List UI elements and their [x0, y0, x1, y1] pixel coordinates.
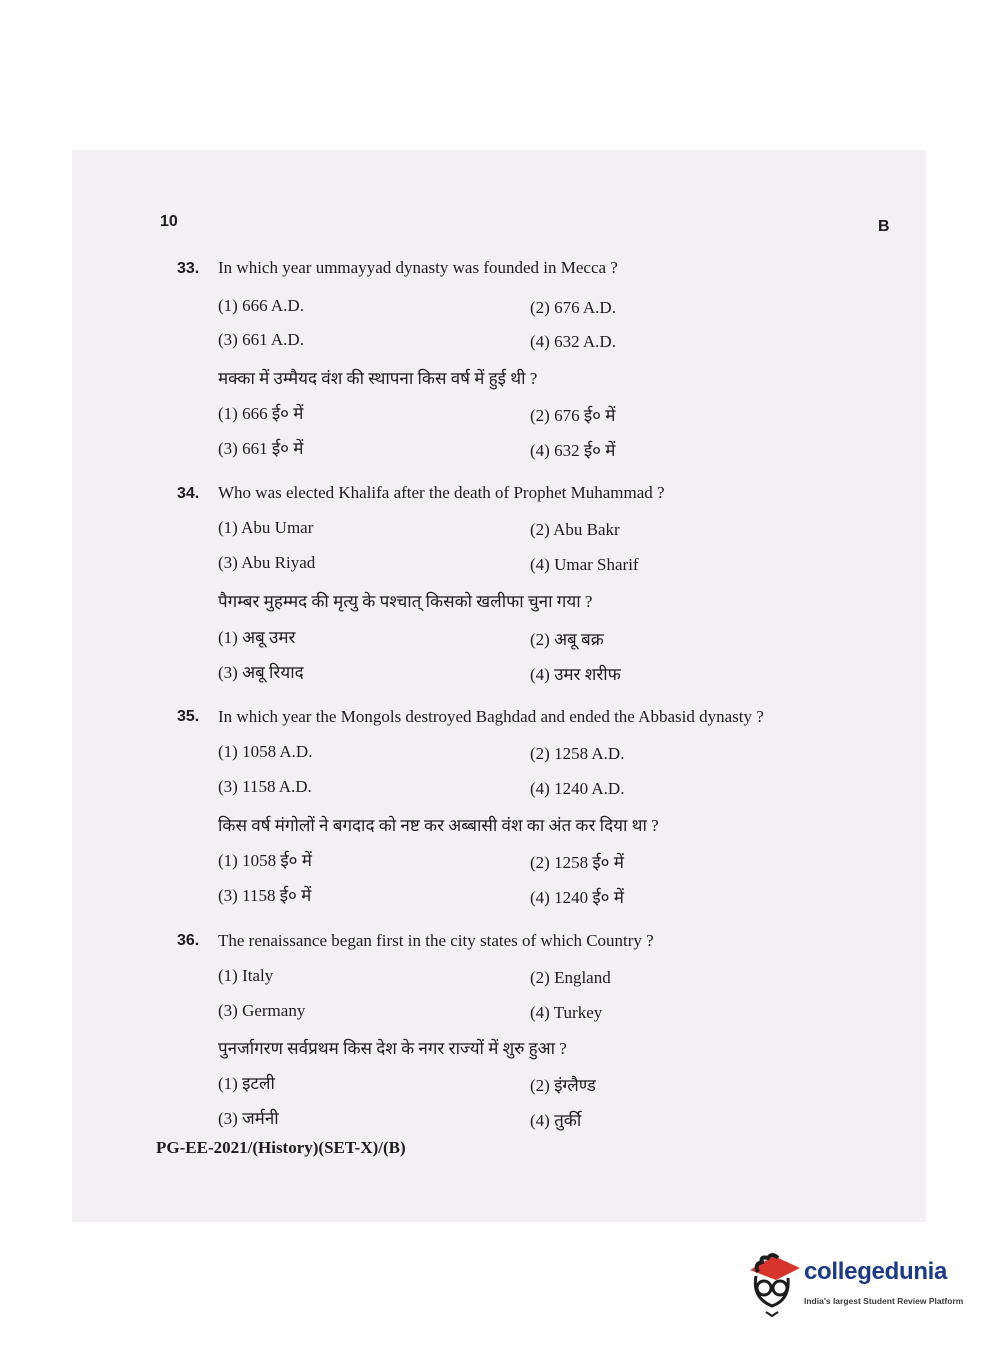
option-1-en: (1) Abu Umar: [218, 518, 314, 537]
option-3-hi: (3) 1158 ई० में: [218, 886, 312, 905]
option-1-en: (1) Italy: [218, 966, 274, 985]
option-2-en: (2) Abu Bakr: [530, 520, 620, 539]
question-number: 34.: [177, 485, 200, 502]
option-3-en: (3) Germany: [218, 1001, 306, 1020]
set-marker: B: [878, 218, 890, 235]
logo-wordmark: collegedunia: [804, 1258, 948, 1285]
option-1-hi: (1) इटली: [218, 1074, 275, 1093]
option-1-en: (1) 1058 A.D.: [218, 742, 313, 761]
question-text-hi: पैगम्बर मुहम्मद की मृत्यु के पश्चात् किसको खलीफा चुना गया ?: [218, 592, 593, 611]
option-3-en: (3) 661 A.D.: [218, 330, 304, 349]
question-text-en: In which year the Mongols destroyed Baghdad and ended the Abbasid dynasty ?: [218, 707, 764, 726]
question-number: 36.: [177, 932, 200, 949]
question-text-hi: मक्का में उम्मैयद वंश की स्थापना किस वर्ष में हुई थी ?: [218, 369, 538, 388]
option-3-hi: (3) जर्मनी: [218, 1109, 279, 1128]
question-number: 33.: [177, 260, 200, 277]
logo-tagline: India's largest Student Review Platform: [804, 1296, 964, 1306]
option-4-hi: (4) उमर शरीफ: [530, 665, 621, 684]
option-4-hi: (4) 1240 ई० में: [530, 888, 624, 907]
paper-code: PG-EE-2021/(History)(SET-X)/(B): [156, 1138, 406, 1157]
option-3-hi: (3) 661 ई० में: [218, 439, 304, 458]
collegedunia-logo: [744, 1250, 974, 1320]
option-2-hi: (2) इंग्लैण्ड: [530, 1076, 596, 1095]
option-2-en: (2) 1258 A.D.: [530, 744, 625, 763]
option-4-hi: (4) 632 ई० में: [530, 441, 616, 460]
question-text-en: The renaissance began first in the city states of which Country ?: [218, 931, 654, 950]
option-2-en: (2) 676 A.D.: [530, 298, 616, 317]
option-2-en: (2) England: [530, 968, 611, 987]
option-1-hi: (1) 1058 ई० में: [218, 851, 312, 870]
mascot-icon: [744, 1250, 802, 1318]
option-2-hi: (2) 1258 ई० में: [530, 853, 624, 872]
option-3-hi: (3) अबू रियाद: [218, 663, 304, 682]
option-4-hi: (4) तुर्की: [530, 1111, 582, 1130]
option-2-hi: (2) 676 ई० में: [530, 406, 616, 425]
question-text-hi: पुनर्जागरण सर्वप्रथम किस देश के नगर राज्यों में शुरु हुआ ?: [218, 1039, 567, 1058]
option-4-en: (4) 632 A.D.: [530, 332, 616, 351]
question-text-hi: किस वर्ष मंगोलों ने बगदाद को नष्ट कर अब्बासी वंश का अंत कर दिया था ?: [218, 816, 659, 835]
option-3-en: (3) Abu Riyad: [218, 553, 316, 572]
exam-page: [72, 150, 926, 1222]
option-3-en: (3) 1158 A.D.: [218, 777, 312, 796]
question-text-en: Who was elected Khalifa after the death of Prophet Muhammad ?: [218, 483, 665, 502]
option-1-hi: (1) 666 ई० में: [218, 404, 304, 423]
option-1-en: (1) 666 A.D.: [218, 296, 304, 315]
question-number: 35.: [177, 708, 200, 725]
option-2-hi: (2) अबू बक्र: [530, 630, 604, 649]
page-number: 10: [160, 213, 178, 230]
option-4-en: (4) Umar Sharif: [530, 555, 639, 574]
option-4-en: (4) Turkey: [530, 1003, 603, 1022]
option-4-en: (4) 1240 A.D.: [530, 779, 625, 798]
question-text-en: In which year ummayyad dynasty was founded in Mecca ?: [218, 258, 618, 277]
option-1-hi: (1) अबू उमर: [218, 628, 296, 647]
